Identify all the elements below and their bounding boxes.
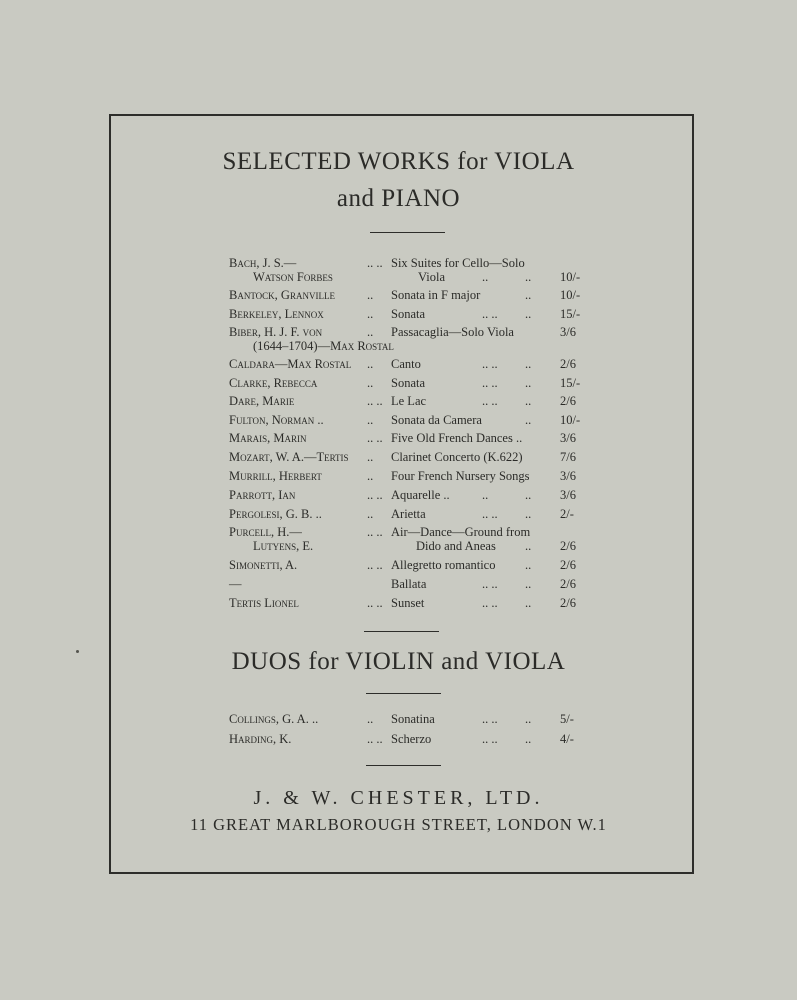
work-title: Allegretto romantico	[391, 558, 496, 572]
work-row	[0, 355, 797, 373]
leader-dots: ..	[367, 357, 374, 371]
work-title: Sonatina	[391, 712, 435, 726]
work-title: Le Lac	[391, 394, 427, 408]
leader-dots: ..	[367, 288, 374, 302]
work-row	[0, 411, 797, 429]
price: 2/6	[560, 596, 576, 610]
work-row	[0, 467, 797, 485]
work-title: Four French Nursery Songs	[391, 469, 530, 483]
composer-name: Parrott, Ian	[229, 488, 296, 502]
composer-name: Bach, J. S.—	[229, 256, 297, 270]
leader-dots: .. ..	[367, 394, 383, 408]
price: 2/6	[560, 357, 576, 371]
divider	[366, 765, 441, 766]
price: 10/-	[560, 270, 581, 284]
leader-dots: ..	[525, 288, 532, 302]
leader-dots: ..	[525, 376, 532, 390]
leader-dots: .. ..	[367, 256, 383, 270]
leader-dots: .. ..	[482, 732, 498, 746]
work-row	[0, 556, 797, 574]
leader-dots: ..	[525, 596, 532, 610]
work-row	[0, 286, 797, 304]
composer-name: (1644–1704)—Max Rostal	[253, 339, 394, 353]
composer-name: Purcell, H.—	[229, 525, 302, 539]
composer-name: Dare, Marie	[229, 394, 295, 408]
work-title: Sonata	[391, 376, 426, 390]
leader-dots: ..	[525, 577, 532, 591]
composer-name: Marais, Marin	[229, 431, 307, 445]
divider	[364, 631, 439, 632]
divider	[366, 693, 441, 694]
composer-name: Murrill, Herbert	[229, 469, 322, 483]
work-title: Canto	[391, 357, 421, 371]
work-title: Viola	[418, 270, 446, 284]
work-title: Air—Dance—Ground from	[391, 525, 531, 539]
composer-name: Pergolesi, G. B. ..	[229, 507, 322, 521]
work-title: Aquarelle ..	[391, 488, 450, 502]
leader-dots: ..	[525, 394, 532, 408]
publisher-name: J. & W. CHESTER, LTD.	[253, 787, 544, 809]
price: 2/-	[560, 507, 574, 521]
work-row	[0, 505, 797, 523]
leader-dots: ..	[525, 270, 532, 284]
composer-name: Tertis Lionel	[229, 596, 299, 610]
main-title-line2: and PIANO	[336, 185, 461, 212]
leader-dots: .. ..	[482, 507, 498, 521]
leader-dots: ..	[367, 450, 374, 464]
work-row	[0, 448, 797, 466]
leader-dots: .. ..	[482, 394, 498, 408]
composer-name: Mozart, W. A.—Tertis	[229, 450, 349, 464]
work-row	[0, 305, 797, 323]
leader-dots: .. ..	[482, 376, 498, 390]
leader-dots: .. ..	[482, 712, 498, 726]
work-row	[0, 710, 797, 728]
work-row	[0, 730, 797, 748]
leader-dots: ..	[525, 539, 532, 553]
leader-dots: ..	[482, 270, 489, 284]
leader-dots: ..	[367, 307, 374, 321]
work-title: Sonata	[391, 307, 426, 321]
leader-dots: .. ..	[367, 525, 383, 539]
work-title: Six Suites for Cello—Solo	[391, 256, 525, 270]
leader-dots: ..	[367, 413, 374, 427]
leader-dots: ..	[367, 376, 374, 390]
leader-dots: ..	[525, 732, 532, 746]
work-row	[0, 268, 797, 286]
leader-dots: ..	[525, 558, 532, 572]
duos-title: DUOS for VIOLIN and VIOLA	[231, 648, 566, 675]
price: 5/-	[560, 712, 574, 726]
leader-dots: .. ..	[367, 431, 383, 445]
work-row	[0, 337, 797, 355]
composer-name: Clarke, Rebecca	[229, 376, 318, 390]
leader-dots: .. ..	[367, 488, 383, 502]
price: 4/-	[560, 732, 574, 746]
work-title: Sonata in F major	[391, 288, 481, 302]
price: 15/-	[560, 307, 581, 321]
composer-name: Fulton, Norman ..	[229, 413, 324, 427]
leader-dots: ..	[367, 325, 374, 339]
price: 3/6	[560, 469, 576, 483]
leader-dots: .. ..	[482, 357, 498, 371]
leader-dots: .. ..	[482, 307, 498, 321]
leader-dots: .. ..	[367, 596, 383, 610]
price: 2/6	[560, 558, 576, 572]
composer-name: Collings, G. A. ..	[229, 712, 319, 726]
leader-dots: ..	[525, 357, 532, 371]
price: 7/6	[560, 450, 576, 464]
price: 10/-	[560, 288, 581, 302]
price: 2/6	[560, 394, 576, 408]
price: 3/6	[560, 431, 576, 445]
composer-name: Biber, H. J. F. von	[229, 325, 323, 339]
work-row	[0, 537, 797, 555]
work-title: Passacaglia—Solo Viola	[391, 325, 514, 339]
leader-dots: ..	[367, 712, 374, 726]
leader-dots: ..	[525, 507, 532, 521]
leader-dots: ..	[482, 488, 489, 502]
price: 2/6	[560, 577, 576, 591]
leader-dots: ..	[367, 507, 374, 521]
paper-speck	[76, 650, 79, 653]
leader-dots: .. ..	[482, 577, 498, 591]
price: 3/6	[560, 325, 576, 339]
price: 3/6	[560, 488, 576, 502]
publisher-address: 11 GREAT MARLBOROUGH STREET, LONDON W.1	[190, 815, 607, 834]
work-row	[0, 392, 797, 410]
work-title: Sonata da Camera	[391, 413, 482, 427]
composer-name: Caldara—Max Rostal	[229, 357, 352, 371]
price: 15/-	[560, 376, 581, 390]
main-title-line1: SELECTED WORKS for VIOLA	[222, 148, 575, 175]
work-title: Five Old French Dances ..	[391, 431, 523, 445]
work-row	[0, 594, 797, 612]
work-title: Arietta	[391, 507, 426, 521]
composer-name: Watson Forbes	[253, 270, 333, 284]
composer-name: Berkeley, Lennox	[229, 307, 324, 321]
divider	[370, 232, 445, 233]
work-title: Clarinet Concerto (K.622)	[391, 450, 523, 464]
work-row	[0, 374, 797, 392]
composer-name: Simonetti, A.	[229, 558, 298, 572]
leader-dots: ..	[367, 469, 374, 483]
work-row	[0, 486, 797, 504]
work-title: Ballata	[391, 577, 427, 591]
leader-dots: ..	[525, 712, 532, 726]
composer-name: Lutyens, E.	[253, 539, 314, 553]
work-title: Dido and Aneas	[416, 539, 496, 553]
composer-name: Bantock, Granville	[229, 288, 335, 302]
leader-dots: .. ..	[367, 558, 383, 572]
work-title: Sunset	[391, 596, 425, 610]
work-row	[0, 575, 797, 593]
price: 10/-	[560, 413, 581, 427]
leader-dots: .. ..	[367, 732, 383, 746]
leader-dots: ..	[525, 488, 532, 502]
work-row	[0, 429, 797, 447]
leader-dots: .. ..	[482, 596, 498, 610]
work-title: Scherzo	[391, 732, 432, 746]
composer-name: —	[229, 577, 242, 591]
leader-dots: ..	[525, 307, 532, 321]
leader-dots: ..	[525, 413, 532, 427]
price: 2/6	[560, 539, 576, 553]
composer-name: Harding, K.	[229, 732, 292, 746]
